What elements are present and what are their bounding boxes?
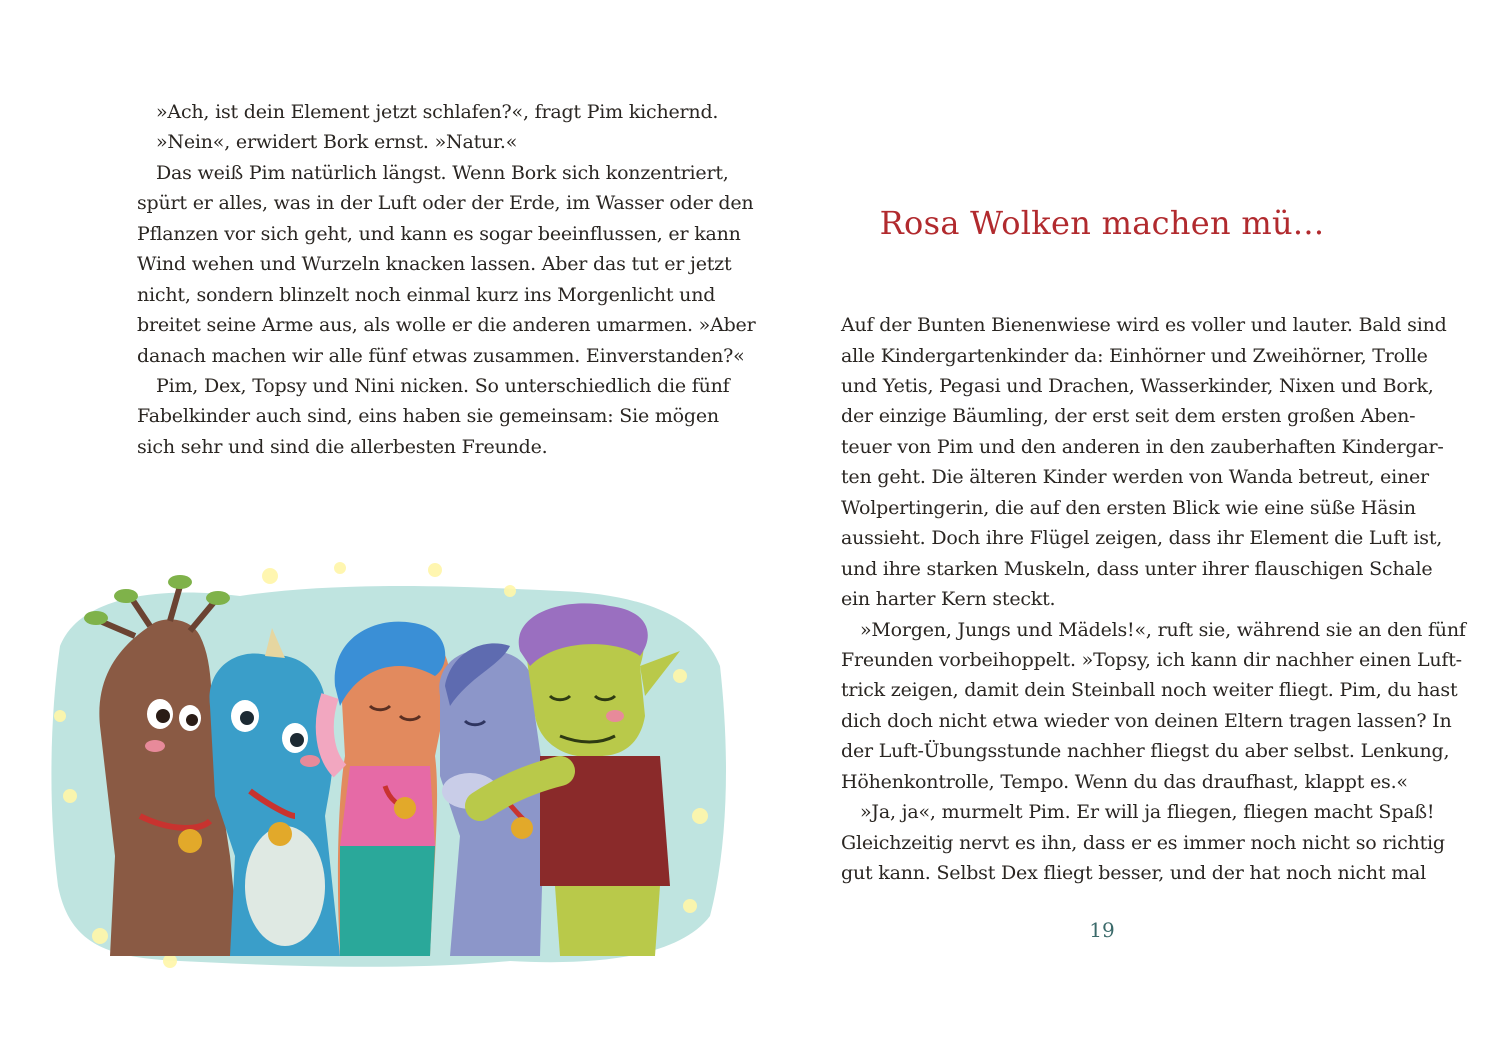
- text-line: nicht, sondern blinzelt noch einmal kurz ins Morgenlicht und: [137, 284, 716, 306]
- text-line: Wind wehen und Wurzeln knacken lassen. Aber das tut er jetzt: [137, 253, 732, 275]
- text-line: ten geht. Die älteren Kinder werden von Wanda betreut, einer: [841, 466, 1429, 488]
- text-line: Gleichzeitig nervt es ihn, dass er es immer noch nicht so richtig: [841, 832, 1445, 854]
- text-line: Auf der Bunten Bienenwiese wird es voller und lauter. Bald sind: [841, 314, 1447, 336]
- text-line: trick zeigen, damit dein Steinball noch weiter fliegt. Pim, du hast: [841, 679, 1458, 701]
- text-line: Wolpertingerin, die auf den ersten Blick wie eine süße Häsin: [841, 497, 1416, 519]
- text-line: Freunden vorbeihoppelt. »Topsy, ich kann dir nachher einen Luft-: [841, 649, 1462, 671]
- text-line: spürt er alles, was in der Luft oder der Erde, im Wasser oder den: [137, 192, 754, 214]
- text-line: teuer von Pim und den anderen in den zauberhaften Kindergar-: [841, 436, 1444, 458]
- text-line: sich sehr und sind die allerbesten Freunde.: [137, 436, 548, 458]
- text-line: Höhenkontrolle, Tempo. Wenn du das draufhast, klappt es.«: [841, 771, 1408, 793]
- text-line: »Morgen, Jungs und Mädels!«, ruft sie, während sie an den fünf: [860, 619, 1466, 641]
- text-line: der Luft-Übungsstunde nachher fliegst du aber selbst. Lenkung,: [841, 740, 1450, 762]
- text-line: gut kann. Selbst Dex fliegt besser, und der hat noch nicht mal: [841, 862, 1427, 884]
- mermaid-character-nini: [325, 622, 450, 956]
- text-line: »Ja, ja«, murmelt Pim. Er will ja fliegen, fliegen macht Spaß!: [860, 801, 1435, 823]
- text-line: »Ach, ist dein Element jetzt schlafen?«, fragt Pim kichernd.: [156, 101, 719, 123]
- page-number: 19: [1089, 918, 1115, 942]
- text-line: der einzige Bäumling, der erst seit dem ersten großen Aben-: [841, 405, 1416, 427]
- text-line: Pim, Dex, Topsy und Nini nicken. So unterschiedlich die fünf: [156, 375, 730, 397]
- text-line: Fabelkinder auch sind, eins haben sie gemeinsam: Sie mögen: [137, 405, 719, 427]
- text-line: aussieht. Doch ihre Flügel zeigen, dass ihr Element die Luft ist,: [841, 527, 1443, 549]
- text-line: Das weiß Pim natürlich längst. Wenn Bork sich konzentriert,: [156, 162, 729, 184]
- text-line: Pflanzen vor sich geht, und kann es sogar beeinflussen, er kann: [137, 223, 741, 245]
- text-line: und ihre starken Muskeln, dass unter ihrer flauschigen Schale: [841, 558, 1433, 580]
- chapter-title: Rosa Wolken machen mü...: [879, 204, 1325, 242]
- fable-friends-illustration: [40, 556, 730, 986]
- text-line: breitet seine Arme aus, als wolle er die anderen umarmen. »Aber: [137, 314, 756, 336]
- text-line: dich doch nicht etwa wieder von deinen Eltern tragen lassen? In: [841, 710, 1452, 732]
- text-line: und Yetis, Pegasi und Drachen, Wasserkinder, Nixen und Bork,: [841, 375, 1434, 397]
- text-line: ein harter Kern steckt.: [841, 588, 1056, 610]
- text-line: danach machen wir alle fünf etwas zusammen. Einverstanden?«: [137, 345, 745, 367]
- text-line: alle Kindergartenkinder da: Einhörner und Zweihörner, Trolle: [841, 345, 1428, 367]
- text-line: »Nein«, erwidert Bork ernst. »Natur.«: [156, 131, 518, 153]
